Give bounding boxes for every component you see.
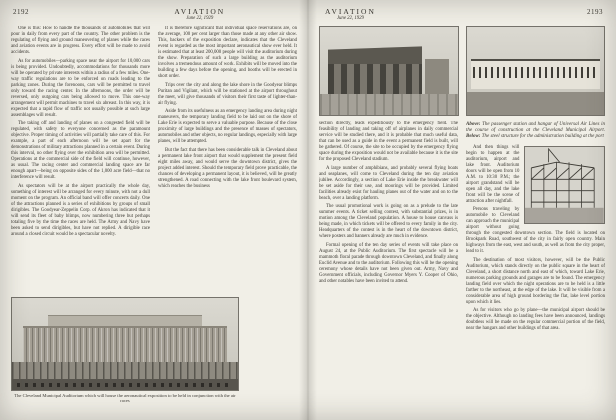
right-page bbox=[308, 0, 616, 420]
body-paragraph: Formal opening of the ten day series of events will take place on August 24, at the Public Auditorium. The first spectacle will be a mammoth floral parade through downtown Cleveland, and finally along Euclid Avenue and to the auditorium. Following this will be the opening ceremony whose details have not been given out. Army, Navy and Government officials, including Governor Myers Y. Cooper of Ohio, and other notables have been invited to attend. bbox=[319, 242, 458, 284]
issue-date: June 22, 1929 bbox=[186, 16, 214, 21]
left-page-header bbox=[11, 7, 297, 23]
photo-art-layer bbox=[467, 92, 605, 115]
magazine-title: AVIATION bbox=[325, 7, 376, 16]
photo-caption-block bbox=[466, 122, 605, 141]
caption-label-below: Below: bbox=[466, 134, 481, 140]
body-paragraph: The usual promotional work is going on as a prelude to the late summer events. A ticket selling contest, with substantial prizes, is in motion among the Cleveland population. A house to house canvass is being made, in which tickets will be offered to every family in the city. Headquarters of the contest is in the heart of the downtown district, where posters and banners already are much in evidence. bbox=[319, 204, 458, 239]
issue-date: June 22, 1929 bbox=[336, 16, 364, 21]
body-paragraph: Aside from its usefulness as an emergency landing area during night maneuvers, the temporary landing field to be laid out on the shore of Lake Erie is expected to serve a valuable purpose. Because of the close proximity of large buildings and the presence of masses of spectators, automobiles and other objects, no regular landings, especially with large planes, will be attempted. bbox=[158, 109, 297, 144]
body-paragraph: And then things will begin to happen at the auditorium, airport and lake front. Auditorium doors will be open from 10 A.M. to 10:30 P.M.; the airport grandstand will be open all day, and the lake front will be the scene of attraction after nightfall. bbox=[466, 144, 520, 204]
photo-art-layer bbox=[17, 383, 234, 388]
text-column-2 bbox=[466, 121, 605, 403]
text-column-2 bbox=[158, 26, 297, 292]
body-paragraph: One is this: How to handle the thousands of automobiles that will pour in daily from every part of the country. The other problem is the regulating of flying and ground maneuvering of planes while the races and aviation events are in progress. Every effort will be made to avoid accidents. bbox=[11, 26, 150, 55]
body-paragraph: The destination of most visitors, however, will be the Public Auditorium, which stands directly on the public square in the heart of Cleveland, a short distance north and east of which, toward Lake Erie, numerous parking grounds and garages are to be found. The emergency landing field over which the night operations are to be held is a little farther to the northeast, at the edge of the lake. It will be visible from a considerable area of high ground bordering the flat, lake level portion upon which it lies. bbox=[466, 257, 605, 305]
photo-art-layer bbox=[425, 59, 450, 94]
page-number: 2192 bbox=[13, 8, 29, 16]
body-paragraph: As spectators will be at the airport practically the whole day, something of interest will be arranged for every minute, with not a dull moment on the program. An official band will offer concerts daily. One of the attractions planned is a series of exhibitions by groups of small dirigibles. The Goodyear-Zeppelin Corp. of Akron has indicated that it will send its fleet of baby blimps, now numbering three but perhaps totaling five by the time the races are held. The Army and Navy have been asked to send dirigibles, but have not replied. A dirigible race around a closed circuit would be a spectacular novelty. bbox=[11, 183, 150, 237]
body-paragraph: A large number of amphibians, and probably several flying boats and seaplanes, will come to Cleveland during the ten day aviation jubilee. Accordingly, a section of Lake Erie inside the breakwater will be set aside for their use, and moorings will be provided. Limited facilities already exist for hauling planes out of the water and on to the beach, over a landing platform. bbox=[319, 165, 458, 201]
photo-art-layer bbox=[23, 326, 226, 365]
photo-caption: The Cleveland Municipal Auditorium which will house the aeronautical exposition to be held in conjunction with the air races bbox=[14, 393, 236, 404]
right-page-header bbox=[319, 7, 605, 23]
running-head bbox=[325, 7, 376, 21]
magazine-title: AVIATION bbox=[174, 7, 226, 16]
body-paragraph: As for visitors who go by plane—the municipal airport should be the objective. Although no landing fees have been announced, landings doubtless will be made on the regular commercial portion of the field, near the hangars and other buildings of that area. bbox=[466, 308, 605, 332]
caption-label-above: Above: bbox=[466, 122, 481, 127]
steel-structure-photo bbox=[524, 146, 605, 224]
body-paragraph: Persons traveling by automobile to Cleveland can approach the municipal airport without going through the congested downtown section. The field is located on Brookpark Road, southwest of the city in fairly open country. Main highways from the east, west and south, as well as from the city proper, lead to it. bbox=[466, 207, 605, 255]
body-paragraph: It is therefore significant that individual space reservations are, on the average, 100 per cent larger than those made at any other air show. This, backers of the exposition declare, indicates that the Cleveland event is regarded as the most important aeronautical show ever held. It is estimated that at least 200,000 people will visit the auditorium during the show. Preparation of such a large building as the auditorium involves a tremendous amount of work. Exhibits will be moved into the building a few days before the opening, and booths will be erected in short order. bbox=[158, 26, 297, 79]
photo-art-layer bbox=[12, 362, 238, 379]
photo-art-layer bbox=[328, 64, 422, 94]
body-paragraph: But the fact that there has been considerable talk in Cleveland about a permanent lake front airport that would supplement the present field eight miles away, and would serve the downtown district, gives the project added interest. Should the temporary field prove practicable, the chances of developing a permanent layout, it is believed, will be greatly strengthened. A road connecting with the lake front boulevard system, which reaches the business bbox=[158, 147, 297, 189]
text-column-1 bbox=[319, 121, 458, 403]
body-paragraph: section directly, leads expeditiously to the emergency field. The feasibility of landing and taking off of airplanes in daily commercial service will be studied there, and it is probable that much useful data, that can be used as a guide in the event a permanent field is built, will be gathered. Of course, the site to be occupied by the emergency flying space during the exposition would not be available because it is the site for the proposed Cleveland stadium. bbox=[319, 121, 458, 162]
body-paragraph: As for automobiles—parking space near the airport for 10,000 cars is being provided. Undoubtedly, accommodations for thousands more will be operated by private interests within a radius of a few miles. One-way traffic regulations are to be enforced on roads leading to the parking zones. During the forenoons, cars will be permitted to travel only toward the racing center. In the afternoons, the order will be reversed, only outgoing cars being allowed to move. This one-way arrangement will permit machines to travel six abreast. In this way, it is expected that a rapid flow of traffic not usually possible at such large assemblages will result. bbox=[11, 58, 150, 118]
body-paragraph: The taking off and landing of planes on a congested field will be regulated, with safety to everyone concerned as the paramount objective. Proper timing of activities will partially take care of this. For example, a part of each afternoon will be set apart for the demonstrations of military attractions planned in a certain event. During this interval, no other flying over the exhibition area will be permitted. Operations at the commercial side of the field will continue, however, as usual. The racing center and commercial landing space are far enough apart—being on opposite sides of the 1,000 acre field—that no interference will result. bbox=[11, 121, 150, 180]
steel-structure-illustration bbox=[525, 147, 604, 223]
auditorium-photo bbox=[11, 297, 239, 391]
body-paragraph: Trips over the city and along the lake shore in the Goodyear blimps Puritan and Vigilant, which will be stationed at the airport throughout the meet, will give thousands of visitors their first taste of lighter-than-air flying. bbox=[158, 82, 297, 106]
terminal-photo bbox=[466, 26, 606, 116]
right-page-columns bbox=[319, 121, 605, 403]
hangar-photo bbox=[319, 26, 459, 116]
photo-art-layer bbox=[473, 67, 597, 78]
left-page-columns bbox=[11, 26, 297, 292]
caption-text-below: The steel structure for the administration building at the port bbox=[481, 134, 604, 140]
caption-text-above: The passenger station and hangar of Universal Air Lines in the course of construction at the Cleveland Municipal Airport. bbox=[466, 122, 605, 134]
photo-row bbox=[319, 26, 605, 116]
running-head bbox=[174, 7, 225, 21]
photo-art-layer bbox=[320, 94, 458, 115]
text-column-1 bbox=[11, 26, 150, 292]
page-number: 2193 bbox=[587, 8, 603, 16]
